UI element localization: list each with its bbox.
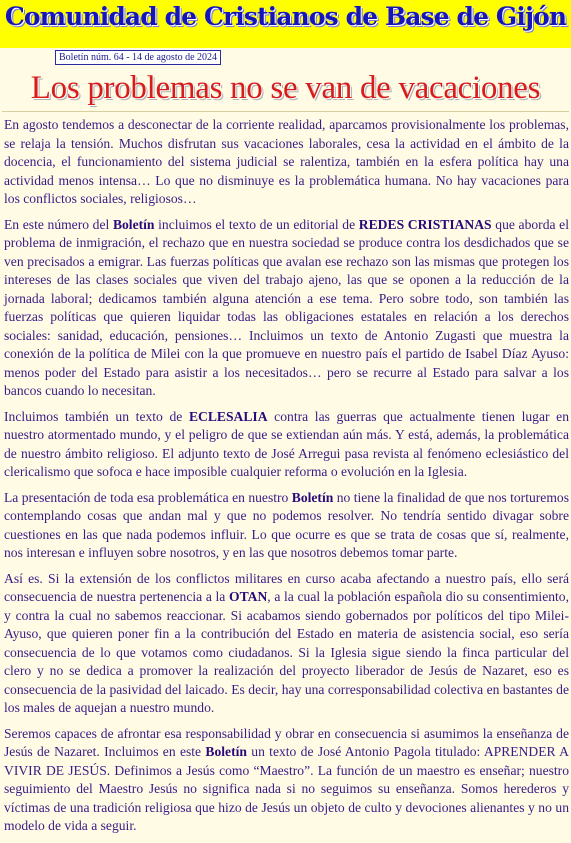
paragraph-text: no tiene la finalidad de que nos torturemos contemplando cosas que andan mal y que no podemos resolver. No tendría sentido divagar sobre cuestiones en las que nada podemos influir. Lo que ocurre es que se trata de cosas que sí, realmente, nos interesan e influyen sobre nosotros, y en las que nosotros debemos tomar parte. bbox=[4, 489, 569, 560]
emphasis-boletin: Boletín bbox=[291, 489, 334, 505]
paragraph-text: que aborda el problema de inmigración, el rechazo que en nuestra sociedad se produce contra los desdichados que se ven precisados a emigrar. Las fuerzas políticas que avalan ese rechazo son las mismas que protegen los intereses de las clases sociales que viven del trabajo ajeno, las que se oponen a la reducción de la jornada laboral; dedicamos también alguna atención a ese tema. Pero sobre todo, son también las fuerzas políticas que quieren liquidar todas las obligaciones estatales en relación a los derechos sociales: sanidad, educación, pensiones… Incluimos un texto de Antonio Zugasti que muestra la conexión de la política de Milei con la que promueve en nuestro país el partido de Isabel Díaz Ayuso: menos poder del Estado para asistir a los necesitados… pero se recurre al Estado para salvar a los bancos cuando lo necesitan. bbox=[4, 216, 569, 398]
paragraph-text: incluimos el texto de un editorial de bbox=[154, 216, 359, 232]
paragraph bbox=[4, 216, 569, 401]
headline: Los problemas no se van de vacaciones bbox=[30, 70, 541, 106]
paragraph-text: Seremos capaces de afrontar esa responsabilidad y obrar en consecuencia si asumimos la enseñanza de Jesús de Nazaret. Incluimos en este bbox=[4, 725, 569, 759]
paragraph-text: contra las guerras que actualmente tienen lugar en nuestro atormentado mundo, y el peligro de que se extiendan aún más. Y está, además, la problemática de nuestro ámbito religioso. El adjunto texto de José Arregui pasa revista al fenómeno eclesiástico del clericalismo que sofoca e hace imposible cualquier reforma o evolución en la Iglesia. bbox=[4, 408, 569, 479]
paragraph-text: , a la cual la población española dio su consentimiento, y contra la cual no sabemos reaccionar. Si acabamos siendo gobernados por políticos del tipo Milei-Ayuso, que quieren poner fin a la contribución del Estado en materia de asistencia social, eso sería consecuencia de lo que votamos como ciudadanos. Si la Iglesia sigue siendo la finca particular del clero y no se dedica a promover la realización del proyecto liberador de Jesús de Nazaret, eso es consecuencia de la pasividad del laicado. Es decir, hay una corresponsabilidad colectiva en bastantes de los males de aquejan a nuestro mundo. bbox=[4, 589, 569, 715]
masthead-title: Comunidad de Cristianos de Base de Gijón bbox=[4, 2, 567, 31]
divider bbox=[2, 111, 569, 112]
emphasis-boletin: Boletín bbox=[112, 216, 155, 232]
paragraph bbox=[4, 408, 569, 482]
paragraph bbox=[4, 116, 569, 209]
paragraph-text: un texto de José Antonio Pagola titulado: APRENDER A VIVIR DE JESÚS. Definimos a Jesús como “Maestro”. La función de un maestro es enseñar; nuestro seguimiento del Maestro Jesús no significa nada si no seguimos su enseñanza. Somos herederos y víctimas de una tradición religiosa que hizo de Jesús un objeto de culto y devociones alienantes y no un modelo de vida a seguir. bbox=[4, 744, 569, 833]
issue-label: Boletín núm. 64 - 14 de agosto de 2024 bbox=[55, 50, 221, 65]
emphasis-boletin: Boletín bbox=[205, 744, 247, 759]
paragraph-text: La presentación de toda esa problemática en nuestro bbox=[4, 489, 292, 505]
paragraph bbox=[4, 570, 569, 718]
paragraph-text: Incluimos también un texto de bbox=[4, 408, 189, 424]
paragraph bbox=[4, 725, 569, 836]
emphasis-otan: OTAN bbox=[229, 589, 268, 604]
emphasis-eclesalia: ECLESALIA bbox=[188, 408, 268, 424]
paragraph bbox=[4, 489, 569, 563]
article-body bbox=[4, 116, 569, 843]
paragraph-text: Así es. Si la extensión de los conflictos militares en curso acaba afectando a nuestro país, ello será consecuencia de nuestra pertenencia a la bbox=[4, 570, 569, 604]
paragraph-text: En agosto tendemos a desconectar de la corriente realidad, aparcamos provisionalmente los problemas, se relaja la tensión. Muchos disfrutan sus vacaciones laborales, cesa la actividad en el ámbito de la docencia, el funcionamiento del sistema judicial se ralentiza, también en la esfera política hay una actividad menos intensa… Lo que no disminuye es la problemática humana. No hay vacaciones para los conflictos sociales, religiosos… bbox=[4, 117, 569, 206]
paragraph-text: En este número del bbox=[4, 216, 113, 232]
emphasis-redes-cristianas: REDES CRISTIANAS bbox=[358, 216, 492, 232]
